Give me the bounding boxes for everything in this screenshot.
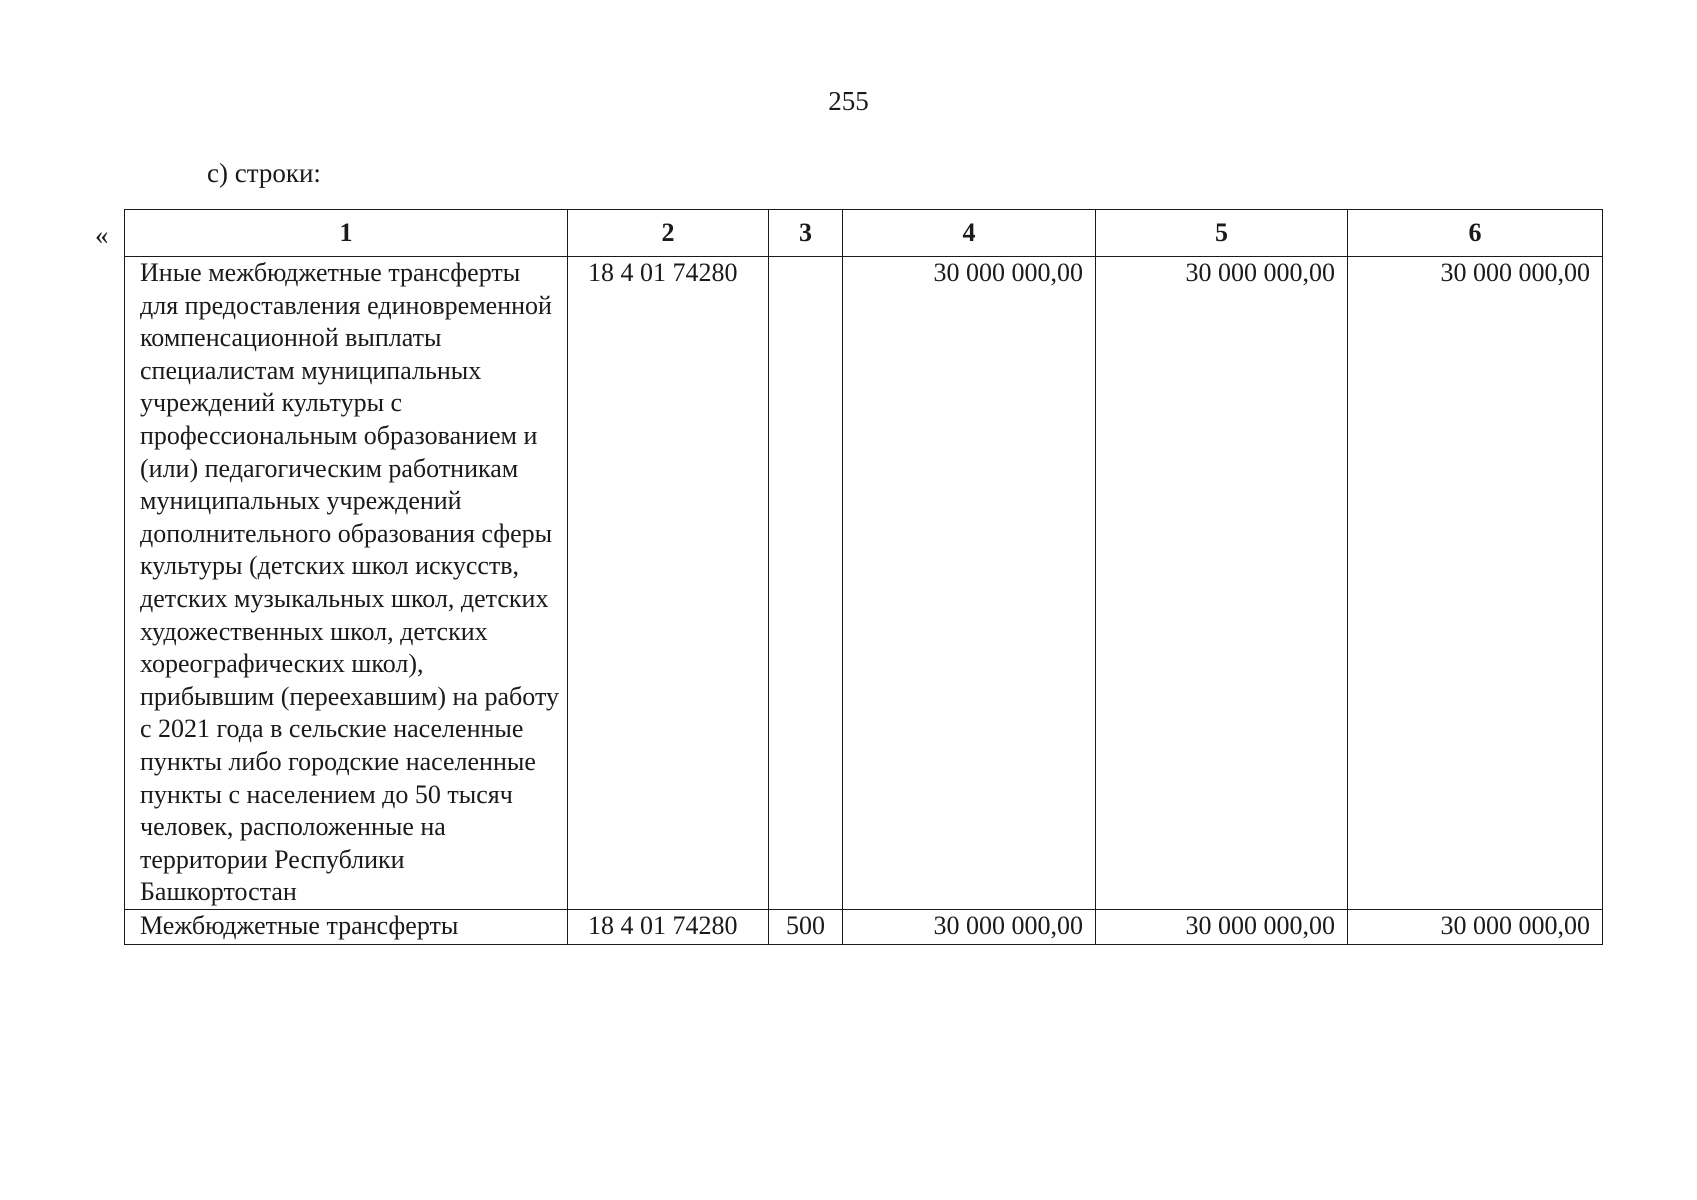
intro-text: с) строки: [207,158,321,188]
row-amount-cell: 30 000 000,00 [1348,257,1603,910]
row-amount-cell: 30 000 000,00 [843,257,1096,910]
column-header: 6 [1348,210,1603,257]
column-header: 3 [769,210,843,257]
column-header: 2 [568,210,769,257]
row-name-cell: Межбюджетные трансферты [125,909,568,944]
page-number: 255 [828,86,869,116]
budget-table [124,209,1603,945]
row-name-cell: Иные межбюджетные трансферты для предоставления единовременной компенсационной выплаты специалистам муниципальных учреждений культуры с профессиональным образованием и (или) педагогическим работникам муниципальных учреждений дополнительного образования сферы культуры (детских школ искусств, детских музыкальных школ, детских художественных школ, детских хореографических школ), прибывшим (переехавшим) на работу с 2021 года в сельские населенные пункты либо городские населенные пункты с населением до 50 тысяч человек, расположенные на территории Республики Башкортостан [125,257,568,910]
opening-quote-mark: « [95,220,109,250]
row-code-cell: 18 4 01 74280 [568,257,769,910]
row-code-cell: 18 4 01 74280 [568,909,769,944]
table-row [125,257,1603,910]
column-header: 5 [1096,210,1348,257]
row-amount-cell: 30 000 000,00 [843,909,1096,944]
row-amount-cell: 30 000 000,00 [1096,909,1348,944]
row-amount-cell: 30 000 000,00 [1096,257,1348,910]
row-expense-type-cell: 500 [769,909,843,944]
table-header-row [125,210,1603,257]
table-row [125,909,1603,944]
column-header: 4 [843,210,1096,257]
column-header: 1 [125,210,568,257]
row-expense-type-cell [769,257,843,910]
row-amount-cell: 30 000 000,00 [1348,909,1603,944]
